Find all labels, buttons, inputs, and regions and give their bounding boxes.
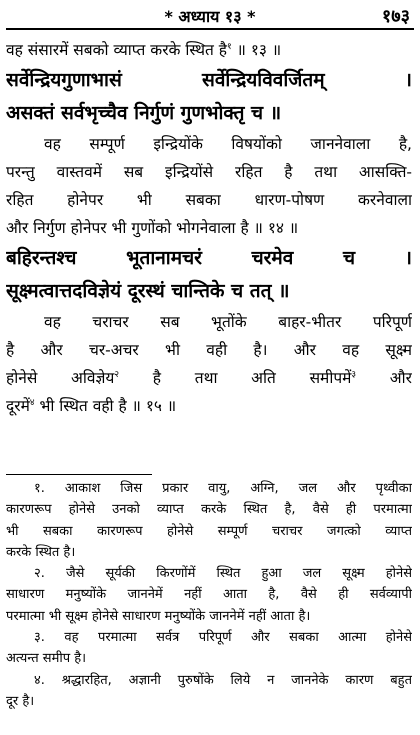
footnote-line: अत्यन्त समीप है। bbox=[6, 651, 87, 667]
meaning-line: है और चर-अचर भी वही है। और वह सूक्ष्म bbox=[6, 341, 412, 359]
meaning-line bbox=[6, 392, 412, 420]
footnote-rule bbox=[6, 474, 152, 475]
verse-number: ॥ १३ ॥ bbox=[231, 41, 282, 59]
footnote-line: भी सबका कारणरूप होनेसे सम्पूर्ण चराचर जगत्को व्याप्त bbox=[6, 523, 412, 539]
meaning-line: और निर्गुण होनेपर भी गुणोंको भोगनेवाला है ॥ १४ ॥ bbox=[6, 219, 299, 237]
footnote-line: कारणरूप होनेसे उनको व्याप्त करके स्थित है, वैसे ही परमात्मा bbox=[6, 502, 412, 518]
text: है तथा अति समीपमें bbox=[119, 369, 352, 387]
sanskrit-verse-line: सर्वेन्द्रियगुणाभासं सर्वेन्द्रियविवर्जितम् । bbox=[6, 69, 412, 91]
meaning-line: परन्तु वास्तवमें सब इन्द्रियोंसे रहित है तथा आसक्ति- bbox=[6, 163, 412, 181]
footnote-mark: ४ bbox=[29, 397, 35, 408]
meaning-line: वह सम्पूर्ण इन्द्रियोंके विषयोंको जाननेवाला है, bbox=[44, 135, 412, 153]
main-text bbox=[6, 36, 412, 420]
sanskrit-verse-line: बहिरन्तश्च भूतानामचरं चरमेव च । bbox=[6, 247, 412, 269]
text: दूरमें bbox=[6, 397, 30, 415]
footnote-mark: २ bbox=[114, 369, 120, 380]
footnote-line: २. जैसे सूर्यकी किरणोंमें स्थित हुआ जल सूक्ष्म होनेसे bbox=[34, 566, 412, 582]
sanskrit-verse-line: सूक्ष्मत्वात्तदविज्ञेयं दूरस्थं चान्तिके च तत् ॥ bbox=[6, 280, 290, 302]
page-number: १७३ bbox=[381, 6, 410, 27]
footnote-line: दूर है। bbox=[6, 693, 35, 709]
footnote-line: ३. वह परमात्मा सर्वत्र परिपूर्ण और सबका आत्मा होनेसे bbox=[34, 630, 412, 646]
verse-13-ending bbox=[6, 36, 412, 64]
meaning-line: रहित होनेपर भी सबका धारण-पोषण करनेवाला bbox=[6, 191, 412, 209]
footnote-line: परमात्मा भी सूक्ष्म होनेसे साधारण मनुष्योंके जाननेमें नहीं आता है। bbox=[6, 608, 311, 624]
meaning-line bbox=[6, 364, 412, 392]
page-header bbox=[0, 0, 420, 30]
chapter-heading: * अध्याय १३ * bbox=[164, 7, 256, 26]
text: और bbox=[356, 369, 412, 387]
meaning-line: वह चराचर सब भूतोंके बाहर-भीतर परिपूर्ण bbox=[44, 313, 412, 331]
text: भी स्थित वही है ॥ १५ ॥ bbox=[34, 397, 177, 415]
footnote-mark: १ bbox=[227, 41, 232, 52]
text: होनेसे अविज्ञेय bbox=[6, 369, 115, 387]
footnote-line: १. आकाश जिस प्रकार वायु, अग्नि, जल और पृथ्वीका bbox=[34, 481, 412, 496]
text: वह संसारमें सबको व्याप्त करके स्थित है bbox=[6, 41, 228, 59]
footnote-line: साधारण मनुष्योंके जाननेमें नहीं आता है, वैसे ही सर्वव्यापी bbox=[6, 587, 412, 603]
footnotes bbox=[6, 478, 412, 712]
footnote-mark: ३ bbox=[351, 369, 357, 380]
footnote-line: करके स्थित है। bbox=[6, 544, 76, 560]
sanskrit-verse-line: असक्तं सर्वभृच्चैव निर्गुणं गुणभोक्तृ च ॥ bbox=[6, 102, 282, 124]
header-rule bbox=[6, 28, 414, 30]
footnote-line: ४. श्रद्धारहित, अज्ञानी पुरुषोंके लिये न जाननेके कारण बहुत bbox=[34, 672, 412, 688]
